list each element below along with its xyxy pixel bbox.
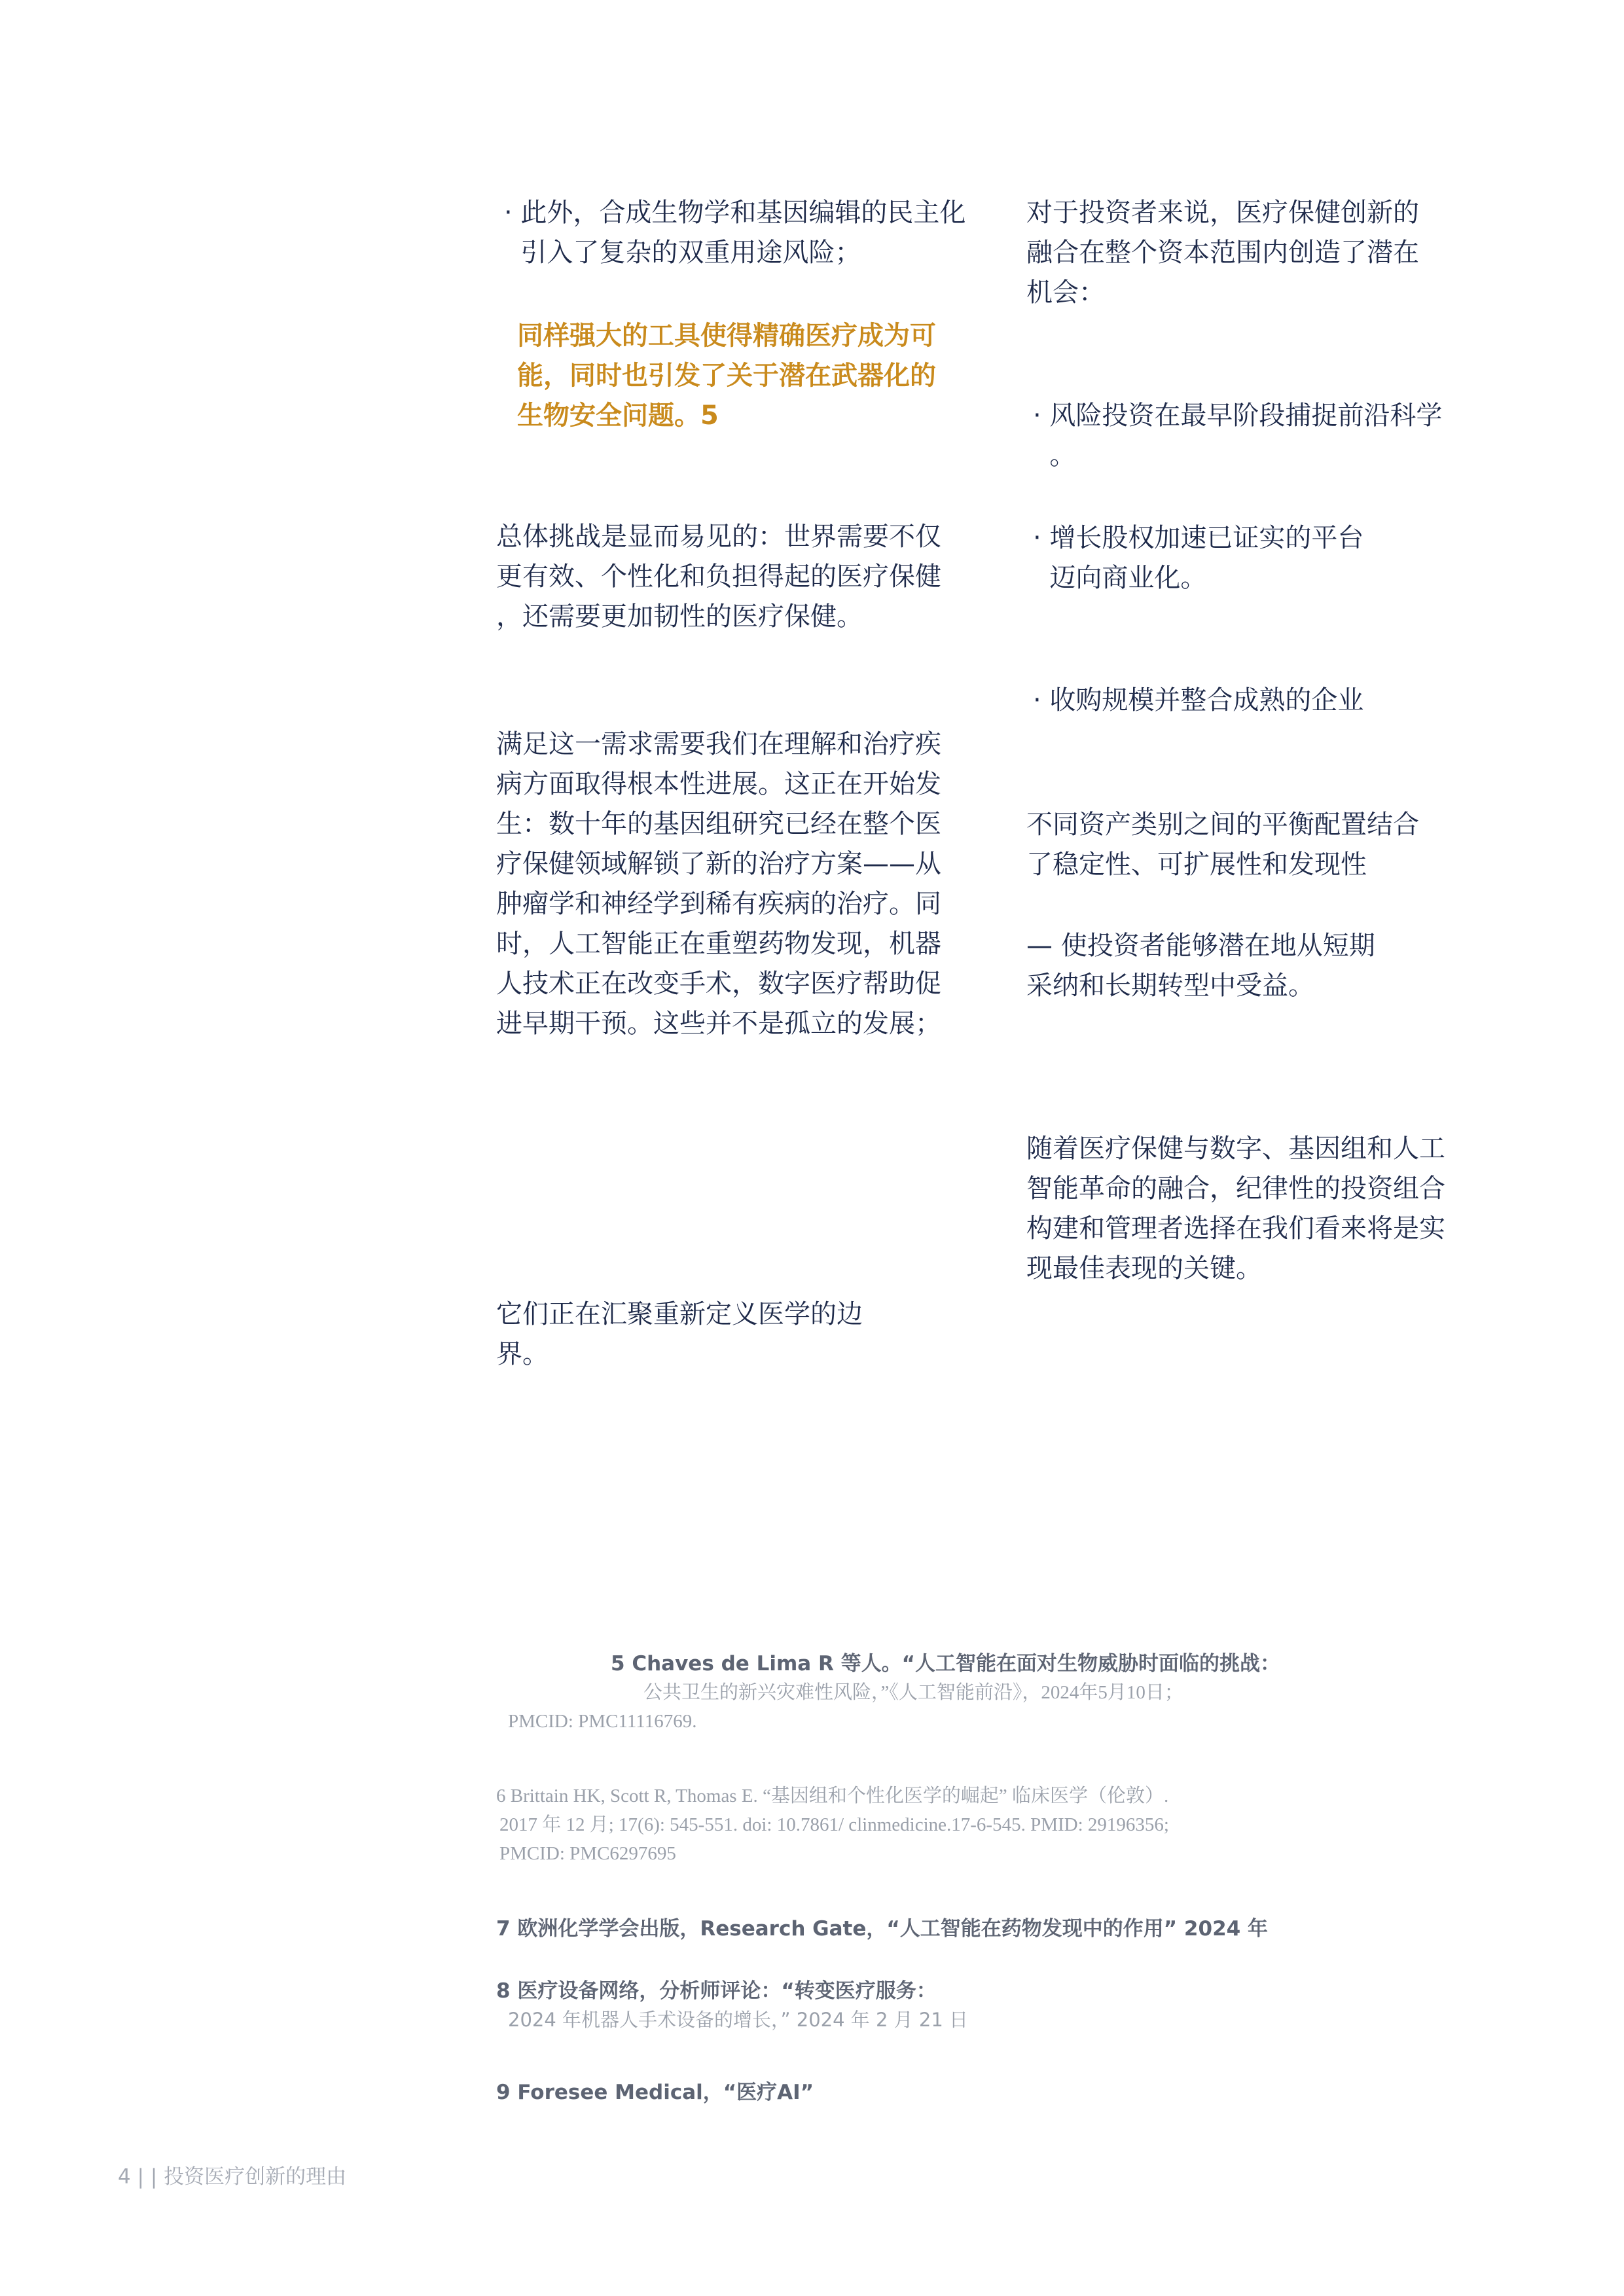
footnote-detail: 2017 年 12 月; 17(6): 545-551. doi: 10.7861/ clinmedicine.17-6-545. PMID: 29196356; bbox=[499, 1814, 1169, 1835]
text-line: 病方面取得根本性进展。这正在开始发 bbox=[496, 769, 941, 799]
paragraph-converging bbox=[496, 1295, 863, 1374]
footnote-detail: PMCID: PMC11116769. bbox=[508, 1711, 697, 1732]
text-line: 生：数十年的基因组研究已经在整个医 bbox=[496, 809, 941, 839]
footnote-detail: 6 Brittain HK, Scott R, Thomas E. “基因组和个性化医学的崛起” 临床医学（伦敦）. bbox=[496, 1785, 1169, 1806]
paragraph-investor-intro bbox=[1026, 193, 1419, 313]
paragraph-challenge bbox=[496, 517, 941, 637]
footnote-detail: 公共卫生的新兴灾难性风险，”《人工智能前沿》，2024年5月10日； bbox=[643, 1682, 1183, 1703]
text-line: 引入了复杂的双重用途风险； bbox=[504, 238, 861, 268]
footnote-9 bbox=[496, 2078, 814, 2107]
text-line: 疗保健领域解锁了新的治疗方案——从 bbox=[496, 849, 941, 879]
text-line: 它们正在汇聚重新定义医学的边 bbox=[496, 1299, 863, 1329]
footnote-title: 7 欧洲化学学会出版，Research Gate，“人工智能在药物发现中的作用” 2024 年 bbox=[496, 1917, 1268, 1941]
paragraph-conclusion bbox=[1026, 1129, 1445, 1289]
text-line: · 增长股权加速已证实的平台 bbox=[1033, 523, 1364, 553]
text-line: 现最佳表现的关键。 bbox=[1026, 1253, 1262, 1283]
text-line: 机会： bbox=[1026, 278, 1105, 308]
page-footer: 4 | | 投资医疗创新的理由 bbox=[118, 2165, 347, 2189]
footnote-8 bbox=[496, 1977, 968, 2034]
text-line: · 收购规模并整合成熟的企业 bbox=[1033, 685, 1364, 715]
bullet-dual-use-risk bbox=[504, 193, 965, 273]
text-line: · 此外，合成生物学和基因编辑的民主化 bbox=[504, 198, 966, 228]
text-line: 更有效、个性化和负担得起的医疗保健 bbox=[496, 562, 941, 592]
text-line: · 风险投资在最早阶段捕捉前沿科学 bbox=[1033, 401, 1443, 431]
text-line: 随着医疗保健与数字、基因组和人工 bbox=[1026, 1134, 1445, 1164]
text-line: 迈向商业化。 bbox=[1033, 563, 1207, 593]
text-line: 同样强大的工具使得精确医疗成为可 bbox=[517, 321, 936, 351]
text-line: 总体挑战是显而易见的：世界需要不仅 bbox=[496, 522, 941, 552]
paragraph-balance bbox=[1026, 805, 1419, 885]
text-line: 不同资产类别之间的平衡配置结合 bbox=[1026, 810, 1419, 840]
text-line: 。 bbox=[1033, 440, 1076, 471]
bullet-venture-capital bbox=[1033, 396, 1442, 476]
text-line: 满足这一需求需要我们在理解和治疗疾 bbox=[496, 729, 941, 759]
text-line: ，还需要更加韧性的医疗保健。 bbox=[496, 601, 863, 632]
highlight-biosecurity bbox=[517, 316, 936, 436]
paragraph-progress bbox=[496, 725, 941, 1044]
text-line: 了稳定性、可扩展性和发现性 bbox=[1026, 850, 1367, 880]
text-line: 时，人工智能正在重塑药物发现，机器 bbox=[496, 929, 941, 959]
text-line: 采纳和长期转型中受益。 bbox=[1026, 971, 1314, 1001]
bullet-buyout bbox=[1033, 681, 1363, 721]
footnote-7 bbox=[496, 1914, 1268, 1943]
text-line: 融合在整个资本范围内创造了潜在 bbox=[1026, 238, 1419, 268]
bullet-growth-equity bbox=[1033, 518, 1363, 598]
footnote-5 bbox=[496, 1649, 1280, 1736]
text-line: 生物安全问题。5 bbox=[517, 401, 719, 431]
text-line: 肿瘤学和神经学到稀有疾病的治疗。同 bbox=[496, 889, 941, 919]
footnote-title: 9 Foresee Medical，“医疗AI” bbox=[496, 2081, 814, 2104]
text-line: 进早期干预。这些并不是孤立的发展； bbox=[496, 1009, 941, 1039]
footnote-title: 5 Chaves de Lima R 等人。“人工智能在面对生物威胁时面临的挑战： bbox=[611, 1652, 1281, 1676]
text-line: 能，同时也引发了关于潜在武器化的 bbox=[517, 361, 936, 391]
footnote-6 bbox=[496, 1782, 1169, 1868]
footnote-title: 8 医疗设备网络，分析师评论：“转变医疗服务： bbox=[496, 1979, 937, 2003]
text-line: 构建和管理者选择在我们看来将是实 bbox=[1026, 1213, 1445, 1244]
text-line: 人技术正在改变手术，数字医疗帮助促 bbox=[496, 969, 941, 999]
footnote-detail: 2024 年机器人手术设备的增长，” 2024 年 2 月 21 日 bbox=[508, 2009, 969, 2031]
footnote-detail: PMCID: PMC6297695 bbox=[499, 1843, 676, 1864]
paragraph-benefit bbox=[1026, 926, 1375, 1006]
text-line: 智能革命的融合，纪律性的投资组合 bbox=[1026, 1174, 1445, 1204]
text-line: 对于投资者来说，医疗保健创新的 bbox=[1026, 198, 1419, 228]
text-line: — 使投资者能够潜在地从短期 bbox=[1026, 931, 1375, 961]
text-line: 界。 bbox=[496, 1339, 549, 1369]
